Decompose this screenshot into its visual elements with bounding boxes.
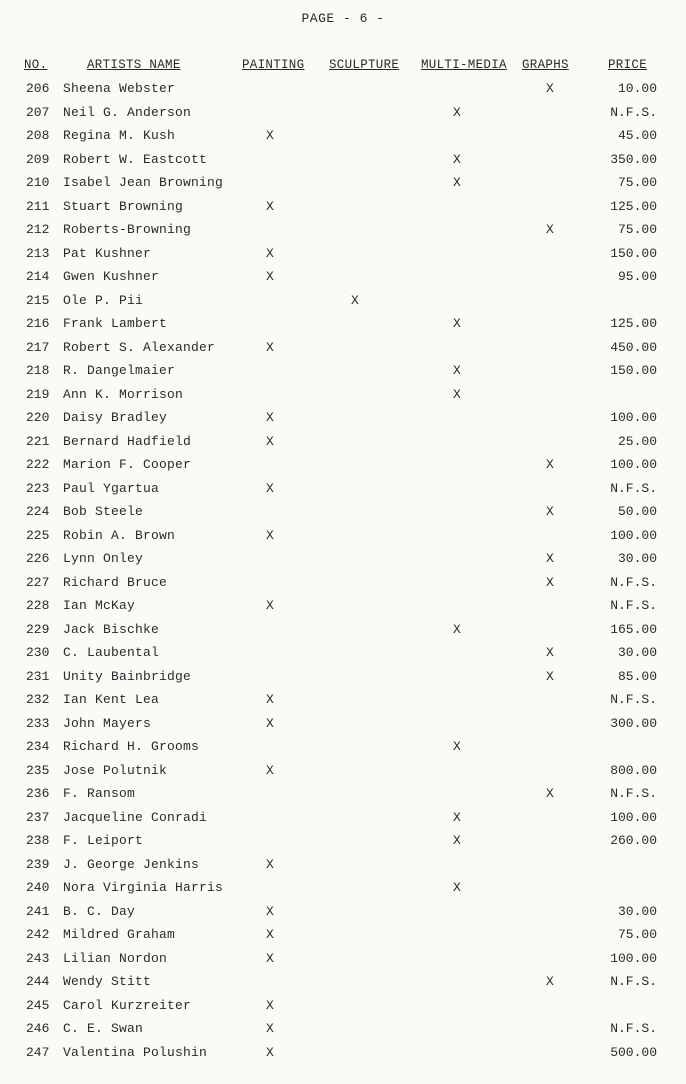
artist-number: 215 <box>26 292 50 308</box>
artist-number: 244 <box>26 974 50 989</box>
table-row <box>0 668 686 692</box>
price: 165.00 <box>610 621 657 637</box>
table-row <box>0 691 686 715</box>
price: 100.00 <box>610 457 657 472</box>
artist-number: 238 <box>26 833 50 848</box>
artist-number: 243 <box>26 950 50 966</box>
artist-name: Daisy Bradley <box>63 410 168 425</box>
artist-number: 242 <box>26 927 50 942</box>
table-row <box>0 879 686 903</box>
artist-name: Jose Polutnik <box>63 762 168 778</box>
artist-number: 209 <box>26 151 50 167</box>
artist-number: 232 <box>26 692 50 707</box>
price: 30.00 <box>617 551 657 566</box>
artist-name: Bernard Hadfield <box>63 433 192 449</box>
artist-name: Robin A. Brown <box>63 527 176 543</box>
table-row <box>0 268 686 292</box>
painting-mark: X <box>266 692 274 707</box>
table-row <box>0 221 686 245</box>
price: 150.00 <box>610 363 657 378</box>
artist-name: Isabel Jean Browning <box>63 175 224 190</box>
artist-name: Richard H. Grooms <box>63 739 200 754</box>
artist-name: Carol Kurzreiter <box>63 997 192 1013</box>
header-graphs: GRAPHS <box>522 58 569 72</box>
table-row <box>0 386 686 410</box>
price: 85.00 <box>617 668 657 684</box>
artist-number: 212 <box>26 222 50 237</box>
artist-name: F. Ransom <box>63 786 136 801</box>
artist-name: Gwen Kushner <box>63 269 160 284</box>
graphs-mark: X <box>546 551 554 566</box>
price: 100.00 <box>610 950 657 966</box>
artist-number: 213 <box>26 245 50 261</box>
price: N.F.S. <box>610 786 657 801</box>
table-row <box>0 1044 686 1068</box>
artist-name: Ann K. Morrison <box>63 386 184 402</box>
artist-number: 237 <box>26 809 50 825</box>
multi-media-mark: X <box>453 386 461 402</box>
table-row <box>0 362 686 386</box>
artist-name: B. C. Day <box>63 903 136 919</box>
table-row <box>0 409 686 433</box>
painting-mark: X <box>266 433 274 449</box>
price: 800.00 <box>610 762 657 778</box>
painting-mark: X <box>266 762 274 778</box>
painting-mark: X <box>266 598 274 613</box>
artist-name: C. Laubental <box>63 645 160 660</box>
table-row <box>0 339 686 363</box>
artist-name: John Mayers <box>63 715 152 731</box>
page-number: PAGE - 6 - <box>301 11 385 26</box>
artist-number: 222 <box>26 457 50 472</box>
price: 100.00 <box>610 410 657 425</box>
multi-media-mark: X <box>453 809 461 825</box>
price: N.F.S. <box>610 1021 657 1036</box>
table-row <box>0 292 686 316</box>
graphs-mark: X <box>546 457 554 472</box>
painting-mark: X <box>266 128 274 143</box>
artist-number: 225 <box>26 527 50 543</box>
artist-name: Robert S. Alexander <box>63 339 216 355</box>
price: 30.00 <box>617 645 657 660</box>
artist-number: 208 <box>26 128 50 143</box>
artist-number: 214 <box>26 269 50 284</box>
table-row <box>0 597 686 621</box>
multi-media-mark: X <box>453 833 461 848</box>
artist-name: Robert W. Eastcott <box>63 151 208 167</box>
table-row <box>0 950 686 974</box>
artist-name: Jack Bischke <box>63 621 160 637</box>
painting-mark: X <box>266 715 274 731</box>
table-row <box>0 104 686 128</box>
artist-number: 221 <box>26 433 50 449</box>
artist-number: 239 <box>26 856 50 872</box>
artist-name: Paul Ygartua <box>63 480 160 496</box>
graphs-mark: X <box>546 668 554 684</box>
table-row <box>0 315 686 339</box>
artist-number: 226 <box>26 551 50 566</box>
table-row <box>0 809 686 833</box>
artist-number: 216 <box>26 316 50 331</box>
artist-name: R. Dangelmaier <box>63 363 176 378</box>
artist-name: Jacqueline Conradi <box>63 809 208 825</box>
table-row <box>0 574 686 598</box>
price: 100.00 <box>610 809 657 825</box>
artist-name: Mildred Graham <box>63 927 176 942</box>
graphs-mark: X <box>546 81 554 96</box>
painting-mark: X <box>266 245 274 261</box>
artist-name: Bob Steele <box>63 504 144 519</box>
table-row <box>0 151 686 175</box>
price: N.F.S. <box>610 692 657 707</box>
column-headers <box>0 58 686 76</box>
multi-media-mark: X <box>453 175 461 190</box>
sculpture-mark: X <box>351 292 359 308</box>
price: 50.00 <box>617 504 657 519</box>
artist-name: Roberts-Browning <box>63 222 192 237</box>
artist-name: Valentina Polushin <box>63 1044 208 1060</box>
price: 350.00 <box>610 151 657 167</box>
graphs-mark: X <box>546 574 554 590</box>
painting-mark: X <box>266 269 274 284</box>
table-row <box>0 762 686 786</box>
artist-number: 227 <box>26 574 50 590</box>
table-row <box>0 856 686 880</box>
graphs-mark: X <box>546 504 554 519</box>
artist-name: Unity Bainbridge <box>63 668 192 684</box>
multi-media-mark: X <box>453 880 461 895</box>
table-row <box>0 973 686 997</box>
artist-number: 229 <box>26 621 50 637</box>
multi-media-mark: X <box>453 621 461 637</box>
artist-table <box>0 80 686 1067</box>
price: 300.00 <box>610 715 657 731</box>
artist-number: 234 <box>26 739 50 754</box>
artist-name: Ian McKay <box>63 598 136 613</box>
painting-mark: X <box>266 480 274 496</box>
multi-media-mark: X <box>453 316 461 331</box>
graphs-mark: X <box>546 974 554 989</box>
price: 500.00 <box>610 1044 657 1060</box>
artist-name: J. George Jenkins <box>63 856 200 872</box>
price: 45.00 <box>617 128 657 143</box>
painting-mark: X <box>266 927 274 942</box>
painting-mark: X <box>266 856 274 872</box>
price: 10.00 <box>617 81 657 96</box>
price: 125.00 <box>610 316 657 331</box>
artist-number: 236 <box>26 786 50 801</box>
painting-mark: X <box>266 339 274 355</box>
price: 30.00 <box>617 903 657 919</box>
table-row <box>0 456 686 480</box>
artist-name: Regina M. Kush <box>63 128 176 143</box>
table-row <box>0 644 686 668</box>
artist-name: Marion F. Cooper <box>63 457 192 472</box>
painting-mark: X <box>266 1021 274 1036</box>
table-row <box>0 997 686 1021</box>
header-painting: PAINTING <box>242 58 305 72</box>
price: 75.00 <box>617 222 657 237</box>
price: 75.00 <box>617 175 657 190</box>
artist-name: Sheena Webster <box>63 81 176 96</box>
artist-name: Lynn Onley <box>63 551 144 566</box>
artist-name: Nora Virginia Harris <box>63 880 224 895</box>
header-artist-name: ARTISTS NAME <box>87 58 181 72</box>
artist-number: 233 <box>26 715 50 731</box>
artist-number: 211 <box>26 198 50 214</box>
table-row <box>0 480 686 504</box>
artist-name: Lilian Nordon <box>63 950 168 966</box>
artist-number: 235 <box>26 762 50 778</box>
painting-mark: X <box>266 527 274 543</box>
artist-name: Frank Lambert <box>63 316 168 331</box>
graphs-mark: X <box>546 645 554 660</box>
painting-mark: X <box>266 410 274 425</box>
table-row <box>0 503 686 527</box>
artist-number: 245 <box>26 997 50 1013</box>
table-row <box>0 174 686 198</box>
table-row <box>0 738 686 762</box>
painting-mark: X <box>266 1044 274 1060</box>
table-row <box>0 926 686 950</box>
artist-number: 219 <box>26 386 50 402</box>
table-row <box>0 785 686 809</box>
price: N.F.S. <box>610 974 657 989</box>
table-row <box>0 245 686 269</box>
artist-name: F. Leiport <box>63 833 144 848</box>
artist-number: 240 <box>26 880 50 895</box>
table-row <box>0 621 686 645</box>
artist-number: 247 <box>26 1044 50 1060</box>
artist-name: Ole P. Pii <box>63 292 144 308</box>
artist-number: 228 <box>26 598 50 613</box>
header-no: NO. <box>24 58 48 72</box>
artist-name: Pat Kushner <box>63 245 152 261</box>
price: 25.00 <box>617 433 657 449</box>
price: 450.00 <box>610 339 657 355</box>
price: N.F.S. <box>610 104 657 120</box>
table-row <box>0 715 686 739</box>
price: N.F.S. <box>610 574 657 590</box>
table-row <box>0 550 686 574</box>
painting-mark: X <box>266 903 274 919</box>
header-price: PRICE <box>608 58 648 72</box>
table-row <box>0 527 686 551</box>
table-row <box>0 832 686 856</box>
multi-media-mark: X <box>453 739 461 754</box>
artist-name: Wendy Stitt <box>63 974 152 989</box>
artist-number: 231 <box>26 668 50 684</box>
price: 125.00 <box>610 198 657 214</box>
graphs-mark: X <box>546 222 554 237</box>
header-sculpture: SCULPTURE <box>329 58 400 72</box>
price: 150.00 <box>610 245 657 261</box>
artist-number: 218 <box>26 363 50 378</box>
artist-number: 223 <box>26 480 50 496</box>
table-row <box>0 127 686 151</box>
painting-mark: X <box>266 950 274 966</box>
table-row <box>0 433 686 457</box>
table-row <box>0 903 686 927</box>
price: 95.00 <box>617 269 657 284</box>
artist-number: 241 <box>26 903 50 919</box>
artist-number: 207 <box>26 104 50 120</box>
price: N.F.S. <box>610 480 657 496</box>
artist-name: Stuart Browning <box>63 198 184 214</box>
artist-number: 206 <box>26 81 50 96</box>
artist-number: 210 <box>26 175 50 190</box>
table-row <box>0 1020 686 1044</box>
multi-media-mark: X <box>453 104 461 120</box>
painting-mark: X <box>266 198 274 214</box>
multi-media-mark: X <box>453 363 461 378</box>
table-row <box>0 198 686 222</box>
artist-number: 230 <box>26 645 50 660</box>
price: 75.00 <box>617 927 657 942</box>
table-row <box>0 80 686 104</box>
artist-name: Richard Bruce <box>63 574 168 590</box>
graphs-mark: X <box>546 786 554 801</box>
artist-number: 224 <box>26 504 50 519</box>
artist-number: 246 <box>26 1021 50 1036</box>
artist-name: Ian Kent Lea <box>63 692 160 707</box>
multi-media-mark: X <box>453 151 461 167</box>
price: N.F.S. <box>610 598 657 613</box>
artist-number: 220 <box>26 410 50 425</box>
artist-name: Neil G. Anderson <box>63 104 192 120</box>
painting-mark: X <box>266 997 274 1013</box>
price: 260.00 <box>610 833 657 848</box>
price: 100.00 <box>610 527 657 543</box>
artist-name: C. E. Swan <box>63 1021 144 1036</box>
header-multi-media: MULTI-MEDIA <box>421 58 507 72</box>
artist-number: 217 <box>26 339 50 355</box>
